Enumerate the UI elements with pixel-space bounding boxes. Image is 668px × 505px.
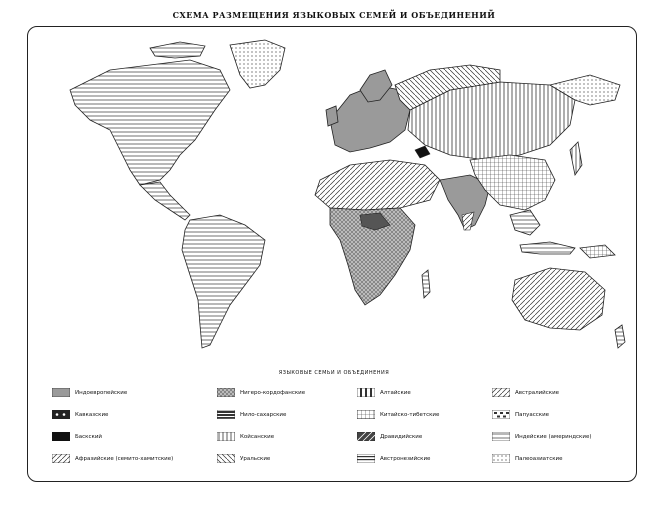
- central-america-region: [140, 182, 190, 220]
- southeast-asia-region: [510, 210, 540, 235]
- legend-swatch: [492, 388, 510, 397]
- legend-swatch: [357, 388, 375, 397]
- legend-item-austronesian: [357, 454, 430, 463]
- legend-item-afroasiatic: [52, 454, 173, 463]
- legend-item-altaic: [357, 388, 411, 397]
- legend-swatch: [52, 432, 70, 441]
- legend-swatch: [217, 388, 235, 397]
- legend-label: Индейские (америндские): [515, 433, 592, 440]
- legend-title: ЯЗЫКОВЫЕ СЕМЬИ И ОБЪЕДИНЕНИЯ: [278, 370, 390, 376]
- legend-item-australian: [492, 388, 559, 397]
- legend-item-dravidian: [357, 432, 422, 441]
- new-guinea-region: [580, 245, 615, 258]
- legend-label: Австралийские: [515, 389, 560, 396]
- legend-item-nilo-saharan: [217, 410, 286, 419]
- legend-label: Дравидийские: [380, 433, 423, 440]
- north-america-region: [70, 60, 230, 185]
- world-map: [30, 30, 634, 360]
- legend-swatch: [52, 454, 70, 463]
- legend-label: Кавказские: [75, 411, 109, 418]
- legend-swatch: [52, 410, 70, 419]
- legend-swatch: [492, 410, 510, 419]
- legend-item-amerindian: [492, 432, 592, 441]
- legend-swatch: [52, 388, 70, 397]
- legend-swatch: [357, 432, 375, 441]
- caucasus-region: [415, 146, 430, 158]
- british-isles: [326, 106, 338, 126]
- legend-item-basque: [52, 432, 102, 441]
- legend-item-caucasian: [52, 410, 108, 419]
- legend-item-khoisan: [217, 432, 274, 441]
- legend-swatch: [357, 454, 375, 463]
- north-africa-region: [315, 160, 440, 210]
- legend-label: Нигеро-кордофанские: [240, 389, 306, 396]
- legend-label: Китайско-тибетские: [380, 411, 440, 418]
- legend-label: Афразийские (семито-хамитские): [75, 455, 174, 462]
- arctic-islands: [150, 42, 205, 58]
- new-zealand-region: [615, 325, 625, 348]
- legend-swatch: [357, 410, 375, 419]
- legend-swatch: [217, 432, 235, 441]
- map-title: СХЕМА РАЗМЕЩЕНИЯ ЯЗЫКОВЫХ СЕМЕЙ И ОБЪЕДИНЕНИЙ: [172, 10, 496, 20]
- legend-label: Индоевропейские: [75, 389, 128, 396]
- legend-swatch: [217, 454, 235, 463]
- legend-item-uralic: [217, 454, 270, 463]
- legend-label: Алтайские: [380, 389, 411, 396]
- legend-label: Палеоазиатские: [515, 455, 563, 462]
- legend-item-sino-tibetan: [357, 410, 439, 419]
- legend-label: Койсанские: [240, 433, 275, 440]
- legend-swatch: [492, 432, 510, 441]
- legend-swatch: [217, 410, 235, 419]
- legend-item-papuan: [492, 410, 549, 419]
- legend-label: Австронезийские: [380, 455, 431, 462]
- legend-item-indo-european: [52, 388, 127, 397]
- dravidian-region: [462, 212, 474, 230]
- greenland-region: [230, 40, 285, 88]
- legend-label: Папуасские: [515, 411, 550, 418]
- legend-swatch: [492, 454, 510, 463]
- legend-label: Уральские: [240, 455, 271, 462]
- indonesia-region: [520, 242, 575, 254]
- legend: [52, 388, 632, 473]
- south-america-region: [182, 215, 265, 348]
- madagascar-region: [422, 270, 430, 298]
- legend-label: Нило-сахарские: [240, 411, 287, 418]
- australia-region: [512, 268, 605, 330]
- legend-item-paleoasiatic: [492, 454, 563, 463]
- japan-region: [570, 142, 582, 175]
- legend-label: Баскский: [75, 433, 102, 440]
- legend-item-niger-kordofanian: [217, 388, 305, 397]
